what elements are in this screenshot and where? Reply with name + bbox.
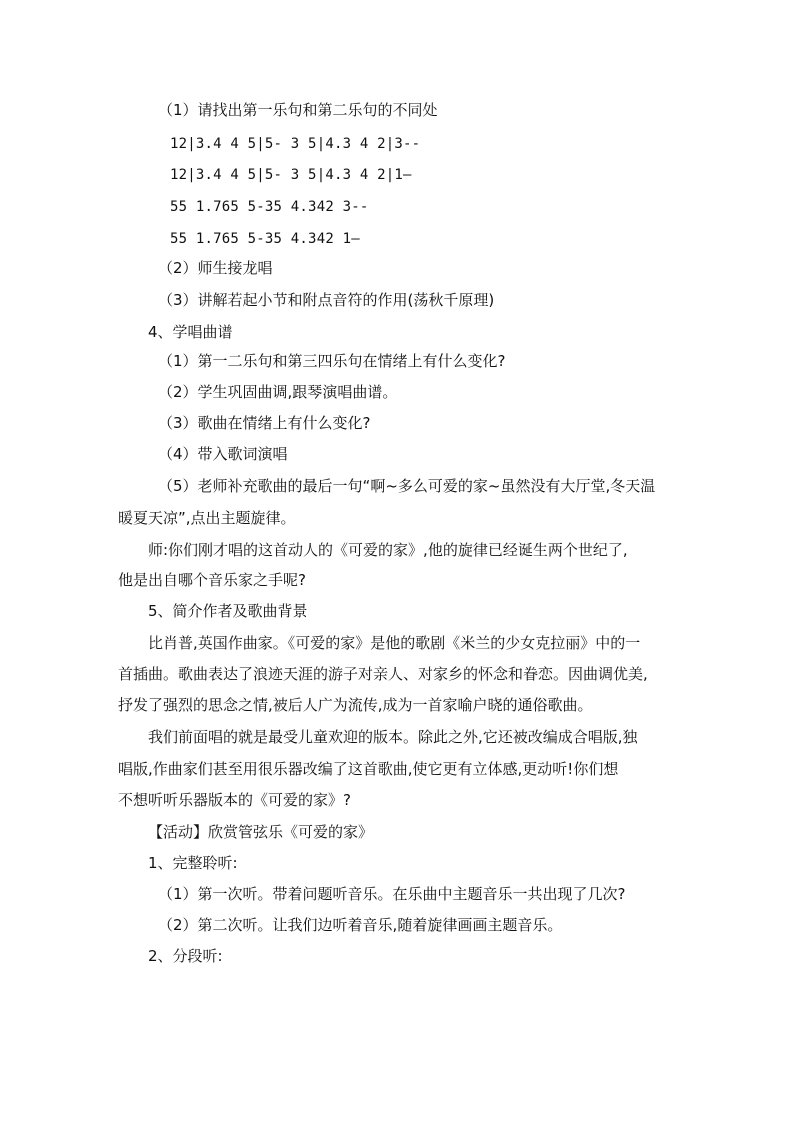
- section-4-item-4: （4）带入歌词演唱: [158, 445, 288, 463]
- section-5-paragraph-2-line-2: 唱版,作曲家们甚至用很乐器改编了这首歌曲,使它更有立体感,更动听!你们想: [118, 760, 619, 778]
- section-5-title: 5、简介作者及歌曲背景: [148, 602, 308, 620]
- section-5-paragraph-2-line-1: 我们前面唱的就是最受儿童欢迎的版本。除此之外,它还被改编成合唱版,独: [148, 728, 638, 746]
- section-4-item-5-line-2: 暖夏天凉”,点出主题旋律。: [118, 509, 296, 527]
- question-3: （3）讲解若起小节和附点音符的作用(荡秋千原理): [158, 291, 495, 309]
- question-2: （2）师生接龙唱: [158, 259, 273, 277]
- teacher-paragraph-line-1: 师:你们刚才唱的这首动人的《可爱的家》,他的旋律已经诞生两个世纪了,: [148, 541, 628, 559]
- section-4-title: 4、学唱曲谱: [148, 323, 233, 341]
- activity-step-1-item-1: （1）第一次听。带着问题听音乐。在乐曲中主题音乐一共出现了几次?: [158, 885, 626, 903]
- section-5-paragraph-2-line-3: 不想听听乐器版本的《可爱的家》?: [118, 791, 351, 809]
- activity-step-1-item-2: （2）第二次听。让我们边听着音乐,随着旋律画画主题音乐。: [158, 916, 563, 934]
- score-line-1: 12|3.4 4 5|5- 3 5|4.3 4 2|3--: [170, 136, 421, 152]
- activity-title: 【活动】欣赏管弦乐《可爱的家》: [148, 823, 374, 841]
- section-5-paragraph-1-line-1: 比肖普,英国作曲家。《可爱的家》是他的歌剧《米兰的少女克拉丽》中的一: [148, 634, 641, 652]
- section-4-item-5-line-1: （5）老师补充歌曲的最后一句“啊~多么可爱的家~虽然没有大厅堂,冬天温: [158, 477, 656, 495]
- section-5-paragraph-1-line-2: 首插曲。歌曲表达了浪迹天涯的游子对亲人、对家乡的怀念和眷恋。因曲调优美,: [118, 665, 648, 683]
- score-line-2: 12|3.4 4 5|5- 3 5|4.3 4 2|1—: [170, 167, 412, 183]
- question-1-title: （1）请找出第一乐句和第二乐句的不同处: [158, 101, 438, 119]
- section-4-item-1: （1）第一二乐句和第三四乐句在情绪上有什么变化?: [158, 352, 506, 370]
- section-5-paragraph-1-line-3: 抒发了强烈的思念之情,被后人广为流传,成为一首家喻户晓的通俗歌曲。: [118, 696, 593, 714]
- score-line-3: 55 1.765 5-35 4.342 3--: [170, 199, 369, 215]
- activity-step-1-title: 1、完整聆听:: [148, 854, 238, 872]
- teacher-paragraph-line-2: 他是出自哪个音乐家之手呢?: [118, 571, 306, 589]
- section-4-item-3: （3）歌曲在情绪上有什么变化?: [158, 414, 371, 432]
- activity-step-2-title: 2、分段听:: [148, 947, 223, 965]
- score-line-4: 55 1.765 5-35 4.342 1—: [170, 231, 360, 247]
- section-4-item-2: （2）学生巩固曲调,跟琴演唱曲谱。: [158, 383, 398, 401]
